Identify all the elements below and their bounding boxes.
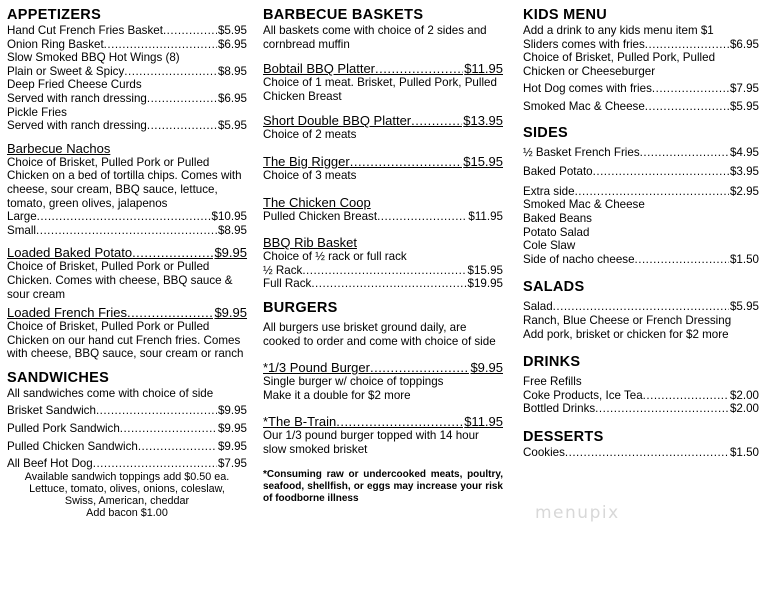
item-title: Deep Fried Cheese Curds xyxy=(7,78,142,92)
item-description: Choice of Brisket, Pulled Pork or Pulled Chicken. Comes with cheese, BBQ sauce & sour cream xyxy=(7,260,233,301)
menu-item-title: Loaded Baked Potato ..... $9.95 xyxy=(7,245,247,260)
nachos-title: Barbecue Nachos xyxy=(7,140,111,156)
list-item: Baked Beans xyxy=(523,211,592,225)
drinks-heading: DRINKS xyxy=(523,354,581,371)
menu-item: Served with ranch dressing ..... $5.95 xyxy=(7,119,247,133)
menu-item: Pulled Pork Sandwich ..... $9.95 xyxy=(7,422,247,436)
item-description: Free Refills xyxy=(523,375,582,389)
burgers-heading: BURGERS xyxy=(263,299,338,316)
item-description: Choice of Brisket, Pulled Pork or Pulled Chicken on a bed of tortilla chips. Comes with cheese, sour cream, BBQ sauce, lettuce, tomato, green olives, jalapenos xyxy=(7,155,242,210)
item-description: Choice of ½ rack or full rack xyxy=(263,250,407,264)
toppings-note: Available sandwich toppings add $0.50 ea. xyxy=(24,470,230,483)
column-right xyxy=(523,6,759,459)
menu-item-title: Loaded French Fries ..... $9.95 xyxy=(7,305,247,320)
desserts-heading: DESSERTS xyxy=(523,428,604,445)
item-description: Choice of Brisket, Pulled Pork or Pulled Chicken on our hand cut French fries. Comes with cheese, BBQ sauce, sour cream or ranch xyxy=(7,320,244,361)
column-left xyxy=(7,6,247,519)
menu-item-title: Bobtail BBQ Platter ..... $11.95 xyxy=(263,61,503,76)
menu-item: ½ Rack ..... $15.95 xyxy=(263,264,503,278)
menu-item: Hand Cut French Fries Basket ..... $5.95 xyxy=(7,24,247,38)
kids-heading: KIDS MENU xyxy=(523,7,608,23)
menu-item-title: The Big Rigger ..... $15.95 xyxy=(263,154,503,169)
sides-heading: SIDES xyxy=(523,124,569,141)
section-note: Add a drink to any kids menu item $1 xyxy=(523,24,714,37)
section-note: All burgers use brisket ground daily, are cooked to order and come with choice of side xyxy=(263,320,496,348)
list-item: Cole Slaw xyxy=(523,239,576,253)
item-title: Slow Smoked BBQ Hot Wings (8) xyxy=(7,51,180,65)
watermark: menupix xyxy=(535,503,620,523)
item-description: Choice of 1 meat. Brisket, Pulled Pork, Pulled Chicken Breast xyxy=(263,76,497,103)
baskets-heading: BARBECUE BASKETS xyxy=(263,7,424,23)
menu-item-title: *1/3 Pound Burger ..... $9.95 xyxy=(263,360,503,375)
item-description: Single burger w/ choice of toppings xyxy=(263,375,444,389)
food-warning: *Consuming raw or undercooked meats, poultry, seafood, shellfish, or eggs may increase your risk of foodborne illness xyxy=(263,468,503,504)
menu-item: Salad ..... $5.95 xyxy=(523,300,759,314)
menu-item: Pulled Chicken Sandwich ..... $9.95 xyxy=(7,440,247,454)
salads-heading: SALADS xyxy=(523,279,585,296)
menu-item: All Beef Hot Dog ..... $7.95 xyxy=(7,457,247,471)
menu-item: Cookies ..... $1.50 xyxy=(523,446,759,460)
menu-item: ½ Basket French Fries ..... $4.95 xyxy=(523,146,759,160)
section-note: All sandwiches come with choice of side xyxy=(7,386,214,400)
item-title: BBQ Rib Basket xyxy=(263,235,357,251)
menu-item: Brisket Sandwich ..... $9.95 xyxy=(7,404,247,418)
list-item: Potato Salad xyxy=(523,225,590,239)
item-description: Our 1/3 pound burger topped with 14 hour slow smoked brisket xyxy=(263,429,479,456)
toppings-note: Swiss, American, cheddar xyxy=(64,494,190,507)
item-description: Choice of Brisket, Pulled Pork, Pulled Chicken or Cheeseburger xyxy=(523,51,716,78)
column-middle xyxy=(263,6,503,505)
section-note: All baskets come with choice of 2 sides and cornbread muffin xyxy=(263,24,487,51)
menu-item: Baked Potato ..... $3.95 xyxy=(523,165,759,179)
appetizers-heading: APPETIZERS xyxy=(7,7,102,23)
toppings-note: Lettuce, tomato, olives, onions, coleslaw, xyxy=(29,482,225,495)
menu-item: Coke Products, Ice Tea ..... $2.00 xyxy=(523,389,759,403)
menu-item: Hot Dog comes with fries ..... $7.95 xyxy=(523,82,759,96)
menu-item: Pulled Chicken Breast ..... $11.95 xyxy=(263,210,503,224)
menu-item: Sliders comes with fries ..... $6.95 xyxy=(523,38,759,52)
list-item: Smoked Mac & Cheese xyxy=(523,198,645,212)
item-description: Choice of 3 meats xyxy=(263,168,357,182)
menu-item: Large ..... $10.95 xyxy=(7,210,247,224)
menu-item: Plain or Sweet & Spicy ..... $8.95 xyxy=(7,65,247,79)
menu-item-title: Short Double BBQ Platter ..... $13.95 xyxy=(263,113,503,128)
menu-item: Full Rack ..... $19.95 xyxy=(263,277,503,291)
item-title: The Chicken Coop xyxy=(263,194,371,210)
item-description: Choice of 2 meats xyxy=(263,128,357,142)
item-title: Pickle Fries xyxy=(7,105,67,119)
sandwiches-heading: SANDWICHES xyxy=(7,369,110,386)
menu-item: Extra side ..... $2.95 xyxy=(523,185,759,199)
toppings-note: Add bacon $1.00 xyxy=(86,506,168,519)
menu-item: Onion Ring Basket ..... $6.95 xyxy=(7,38,247,52)
menu-item: Bottled Drinks ..... $2.00 xyxy=(523,402,759,416)
item-description: Make it a double for $2 more xyxy=(263,388,411,402)
item-description: Add pork, brisket or chicken for $2 more xyxy=(523,327,729,341)
menu-item: Side of nacho cheese ..... $1.50 xyxy=(523,253,759,267)
menu-item: Small ..... $8.95 xyxy=(7,224,247,238)
item-description: Ranch, Blue Cheese or French Dressing xyxy=(523,313,732,327)
menu-item: Smoked Mac & Cheese ..... $5.95 xyxy=(523,100,759,114)
menu-item: Served with ranch dressing ..... $6.95 xyxy=(7,92,247,106)
menu-item-title: *The B-Train ..... $11.95 xyxy=(263,414,503,429)
